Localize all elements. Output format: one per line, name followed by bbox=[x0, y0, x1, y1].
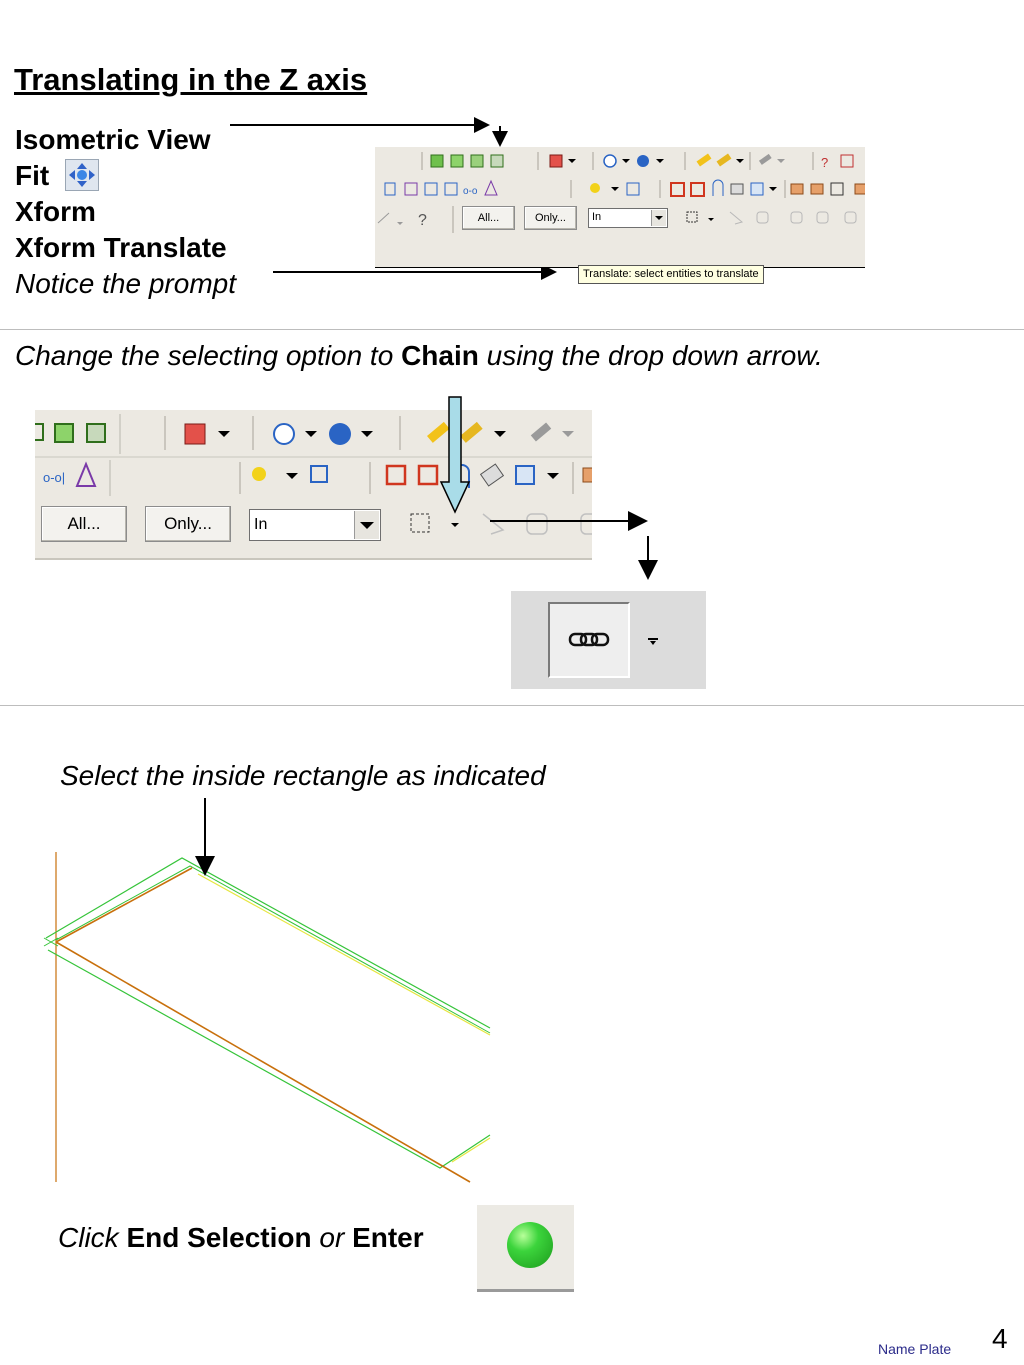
chain-instruction-prefix: Change the selecting option to bbox=[15, 340, 402, 371]
end-or-word: or bbox=[319, 1222, 345, 1253]
svg-text:o-o: o-o bbox=[463, 186, 478, 197]
svg-text:o-o|: o-o| bbox=[43, 470, 66, 485]
selection-mode-select[interactable] bbox=[588, 208, 668, 228]
inside-rectangle-edge bbox=[56, 868, 192, 942]
chain-icon bbox=[550, 604, 628, 676]
step-xform-translate: Xform Translate bbox=[15, 232, 227, 263]
annotation-arrows-middle bbox=[0, 390, 1024, 590]
prompt-tooltip: Translate: select entities to translate bbox=[578, 265, 764, 284]
dropdown-pointer-arrow bbox=[441, 397, 469, 512]
all-button[interactable]: All... bbox=[462, 206, 515, 230]
chain-option-panel bbox=[511, 591, 706, 689]
end-click-word: Click bbox=[58, 1222, 119, 1253]
only-button-zoomed[interactable]: Only... bbox=[145, 506, 231, 542]
select-instruction: Select the inside rectangle as indicated bbox=[60, 760, 546, 791]
page-number: 4 bbox=[992, 1323, 1008, 1354]
section-divider bbox=[0, 705, 1024, 706]
svg-text:?: ? bbox=[418, 212, 427, 229]
chain-button[interactable] bbox=[548, 602, 630, 678]
step-xform: Xform bbox=[15, 196, 96, 227]
end-selection-button[interactable] bbox=[477, 1205, 574, 1292]
toolbar-row-edit bbox=[375, 175, 865, 203]
cad-toolbar-panel bbox=[375, 147, 865, 268]
selection-mode-value: In bbox=[592, 211, 602, 223]
chain-instruction-suffix: using the drop down arrow. bbox=[478, 340, 823, 371]
all-button-zoomed[interactable]: All... bbox=[41, 506, 127, 542]
toolbar-row-view bbox=[375, 147, 865, 175]
outer-rectangle-edge bbox=[46, 858, 490, 1028]
only-button[interactable]: Only... bbox=[524, 206, 577, 230]
section-divider bbox=[0, 329, 1024, 330]
chevron-down-icon[interactable] bbox=[651, 210, 666, 226]
geometry-viewport[interactable] bbox=[0, 790, 500, 1190]
step-notice-prompt: Notice the prompt bbox=[15, 268, 236, 299]
chain-instruction bbox=[15, 340, 823, 372]
end-enter-word: Enter bbox=[352, 1222, 424, 1253]
svg-text:?: ? bbox=[821, 155, 829, 170]
chain-instruction-bold: Chain bbox=[401, 340, 479, 371]
page-title: Translating in the Z axis bbox=[14, 62, 368, 97]
step-isometric-view: Isometric View bbox=[15, 124, 211, 155]
selection-mode-value-zoomed: In bbox=[254, 516, 268, 533]
end-selection-instruction bbox=[58, 1222, 424, 1254]
step-fit-label: Fit bbox=[15, 160, 50, 191]
toolbar-row-selection bbox=[375, 203, 865, 239]
green-ball-icon bbox=[507, 1222, 553, 1268]
footer-label: Name Plate bbox=[878, 1341, 952, 1357]
chain-dropdown-icon[interactable] bbox=[645, 635, 661, 649]
end-selection-word: End Selection bbox=[126, 1222, 312, 1253]
